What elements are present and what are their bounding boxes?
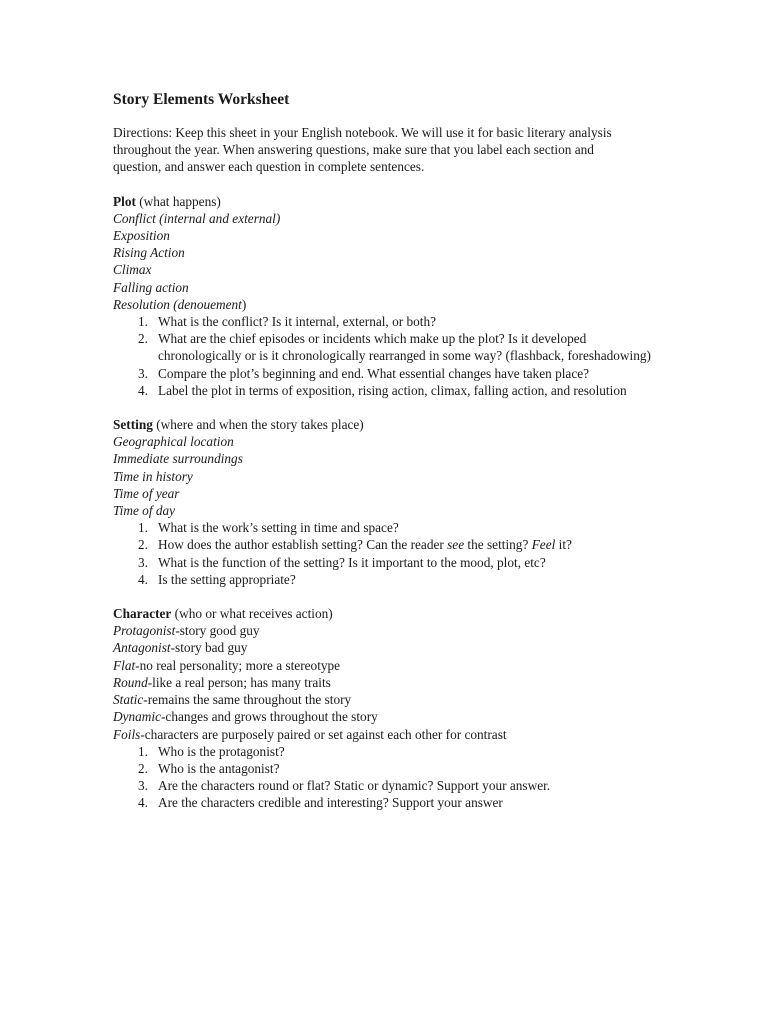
question-text: Are the characters round or flat? Static or dynamic? Support your answer.: [158, 778, 551, 794]
question-text: Are the characters credible and interesting? Support your answer: [158, 795, 503, 811]
plot-term: Rising Action: [113, 245, 185, 261]
plot-term-resolution-plain: ): [241, 296, 247, 312]
term-definition: -characters are purposely paired or set against each other for contrast: [140, 726, 507, 742]
list-item: [113, 313, 658, 330]
setting-heading-note: (where and when the story takes place): [152, 417, 364, 433]
question-number: 1.: [138, 314, 148, 330]
character-term: [113, 674, 673, 691]
question-text-part: it?: [555, 537, 572, 553]
list-item: [113, 794, 658, 811]
question-text: What is the work’s setting in time and space?: [158, 520, 399, 536]
plot-term: Falling action: [113, 279, 189, 295]
question-number: 4.: [138, 795, 148, 811]
worksheet-page: [113, 90, 673, 829]
term-name: Antagonist: [113, 640, 171, 656]
question-text: Label the plot in terms of exposition, rising action, climax, falling action, and resolution: [158, 382, 627, 398]
setting-term: Time of day: [113, 503, 176, 519]
character-heading: [113, 605, 673, 622]
setting-term: Time of year: [113, 485, 180, 501]
list-item: [113, 365, 658, 382]
question-text: Who is the antagonist?: [158, 760, 280, 776]
setting-heading: [113, 416, 673, 433]
term-definition: -story good guy: [175, 623, 260, 639]
plot-questions: [113, 313, 673, 399]
question-text: Is the setting appropriate?: [158, 571, 296, 587]
list-item: [113, 554, 658, 571]
list-item: [113, 536, 658, 553]
list-item: [113, 760, 658, 777]
term-name: Protagonist: [113, 623, 176, 639]
page-title: Story Elements Worksheet: [113, 91, 290, 108]
setting-term: Geographical location: [113, 434, 234, 450]
question-text: What is the function of the setting? Is it important to the mood, plot, etc?: [158, 554, 546, 570]
setting-term: Immediate surroundings: [113, 451, 243, 467]
question-text: Who is the protagonist?: [158, 743, 285, 759]
question-number: 2.: [138, 331, 148, 347]
character-term: [113, 657, 673, 674]
character-term: [113, 639, 673, 656]
term-definition: -story bad guy: [170, 640, 248, 656]
setting-section: [113, 416, 673, 588]
character-term: [113, 691, 673, 708]
question-number: 2.: [138, 760, 148, 776]
setting-questions: [113, 519, 673, 588]
question-number: 3.: [138, 554, 148, 570]
character-questions: [113, 743, 673, 812]
question-text: Compare the plot’s beginning and end. What essential changes have taken place?: [158, 365, 590, 381]
question-number: 1.: [138, 743, 148, 759]
character-heading-note: (who or what receives action): [171, 606, 333, 622]
question-number: 3.: [138, 778, 148, 794]
question-number: 1.: [138, 520, 148, 536]
plot-term: Conflict (internal and external): [113, 210, 281, 226]
plot-term-resolution-italic: Resolution (denouement: [113, 296, 242, 312]
term-definition: -no real personality; more a stereotype: [135, 657, 341, 673]
plot-term: Climax: [113, 262, 152, 278]
question-text-emphasis: Feel: [531, 537, 556, 553]
character-term: [113, 726, 673, 743]
list-item: [113, 571, 658, 588]
list-item: [113, 743, 658, 760]
character-section: [113, 605, 673, 811]
character-term: [113, 622, 673, 639]
question-number: 4.: [138, 382, 148, 398]
question-number: 2.: [138, 537, 148, 553]
question-number: 4.: [138, 571, 148, 587]
question-text-part: How does the author establish setting? Can the reader: [158, 537, 448, 553]
character-heading-label: Character: [113, 606, 172, 622]
term-name: Dynamic: [113, 709, 161, 725]
plot-heading: [113, 193, 673, 210]
term-definition: -like a real person; has many traits: [147, 674, 331, 690]
term-name: Static: [113, 692, 144, 708]
plot-heading-note: (what happens): [135, 193, 221, 209]
list-item: [113, 330, 658, 364]
question-text: What are the chief episodes or incidents which make up the plot? Is it developed chronologically or is it chronologically rearranged in some way? (flashback, foreshadowing): [158, 331, 651, 364]
term-name: Foils: [113, 726, 141, 742]
plot-term-resolution: [113, 296, 673, 313]
plot-term: Exposition: [113, 228, 170, 244]
term-name: Round: [113, 674, 148, 690]
list-item: [113, 777, 658, 794]
setting-term: Time in history: [113, 468, 193, 484]
question-text-emphasis: see: [447, 537, 465, 553]
plot-section: [113, 193, 673, 399]
term-name: Flat: [113, 657, 136, 673]
term-definition: -changes and grows throughout the story: [161, 709, 378, 725]
directions-text: Directions: Keep this sheet in your English notebook. We will use it for basic literary analysis throughout the year. When answering questions, make sure that you label each section and question, and answer each question in complete sentences.: [113, 125, 612, 175]
setting-heading-label: Setting: [113, 417, 153, 433]
plot-heading-label: Plot: [113, 193, 136, 209]
question-text-part: the setting?: [464, 537, 532, 553]
question-text: [158, 537, 572, 552]
question-number: 3.: [138, 365, 148, 381]
list-item: [113, 382, 658, 399]
character-term: [113, 708, 673, 725]
term-definition: -remains the same throughout the story: [143, 692, 352, 708]
question-text: What is the conflict? Is it internal, external, or both?: [158, 314, 437, 330]
list-item: [113, 519, 658, 536]
